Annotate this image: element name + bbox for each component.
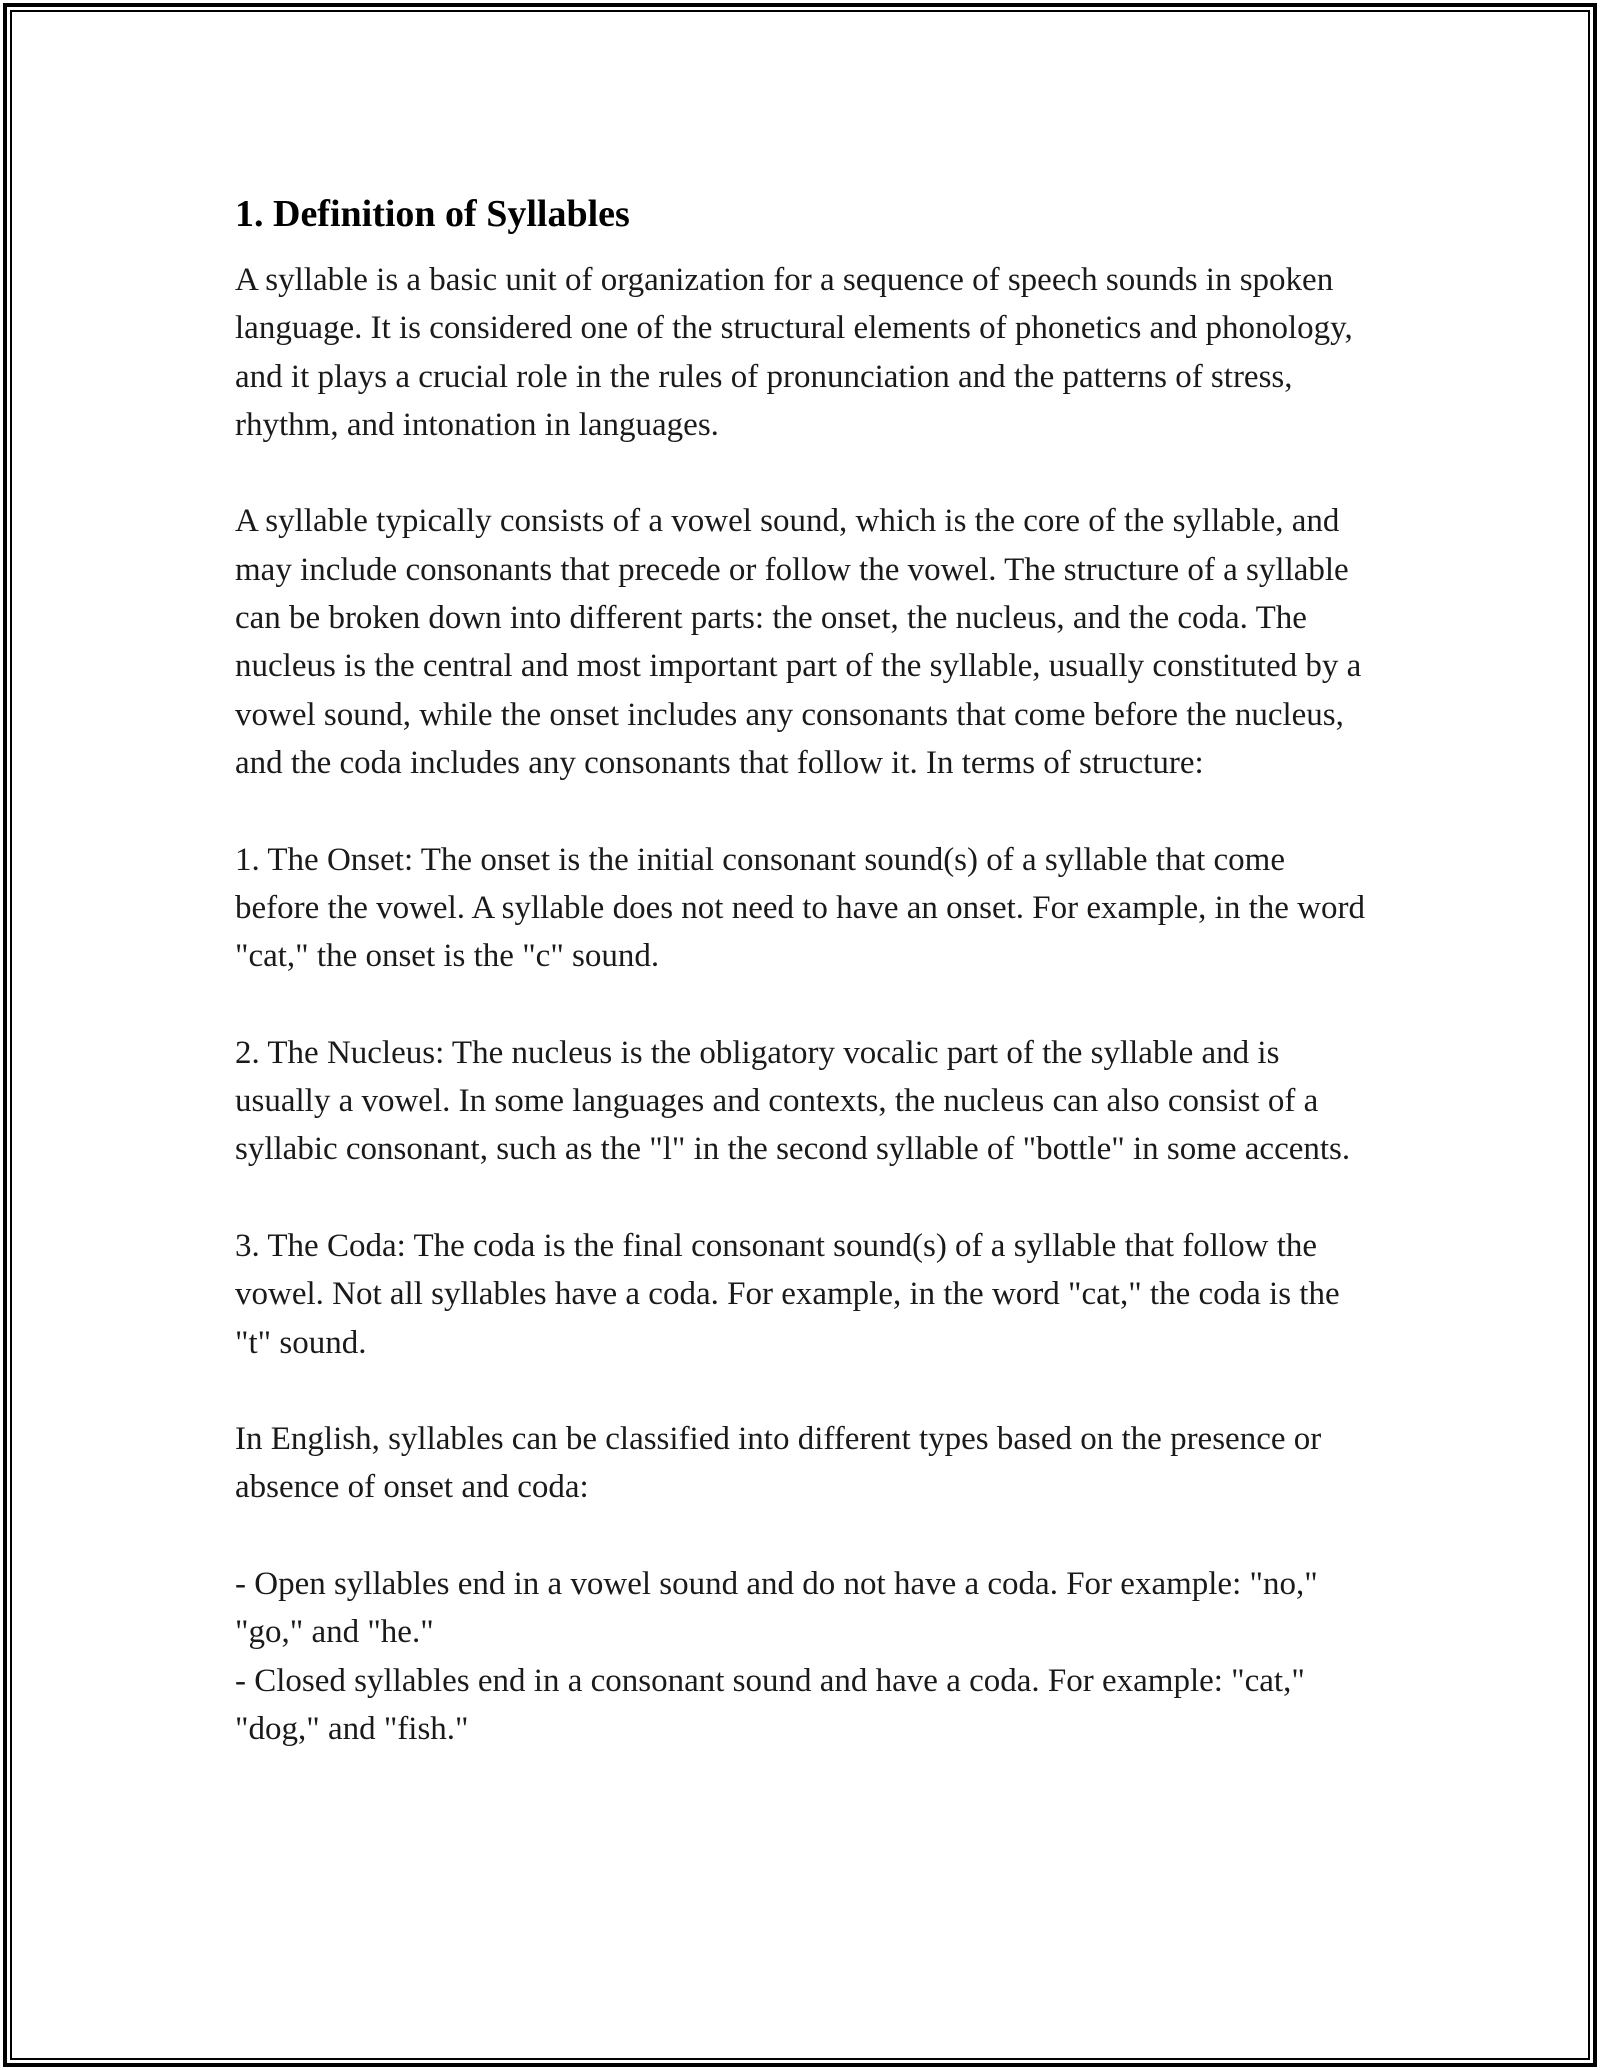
list-item-open-syllables: - Open syllables end in a vowel sound and do not have a coda. For example: "no," "go," and "he." [235, 1566, 1318, 1651]
paragraph-coda: 3. The Coda: The coda is the final consonant sound(s) of a syllable that follow the vowel. Not all syllables have a coda. For example, in the word "cat," the coda is the "t" sound. [235, 1227, 1340, 1361]
paragraph-definition: A syllable is a basic unit of organization for a sequence of speech sounds in spoken language. It is considered one of the structural elements of phonetics and phonology, and it plays a crucial role in the rules of pronunciation and the patterns of stress, rhythm, and intonation in languages. [235, 262, 1353, 443]
list-item-closed-syllables: - Closed syllables end in a consonant sound and have a coda. For example: "cat," "dog," and "fish." [235, 1662, 1305, 1747]
document-body [235, 184, 1375, 1753]
paragraph-onset: 1. The Onset: The onset is the initial consonant sound(s) of a syllable that come before the vowel. A syllable does not need to have an onset. For example, in the word "cat," the onset is the "c" sound. [235, 841, 1365, 975]
paragraph-structure: A syllable typically consists of a vowel sound, which is the core of the syllable, and may include consonants that precede or follow the vowel. The structure of a syllable can be broken down into different parts: the onset, the nucleus, and the coda. The nucleus is the central and most important part of the syllable, usually constituted by a vowel sound, while the onset includes any consonants that come before the nucleus, and the coda includes any consonants that follow it. In terms of structure: [235, 503, 1362, 781]
section-heading: 1. Definition of Syllables [235, 193, 630, 235]
paragraph-classification: In English, syllables can be classified into different types based on the presence or absence of onset and coda: [235, 1421, 1322, 1506]
paragraph-nucleus: 2. The Nucleus: The nucleus is the obligatory vocalic part of the syllable and is usually a vowel. In some languages and contexts, the nucleus can also consist of a syllabic consonant, such as the "l" in the second syllable of "bottle" in some accents. [235, 1034, 1351, 1168]
